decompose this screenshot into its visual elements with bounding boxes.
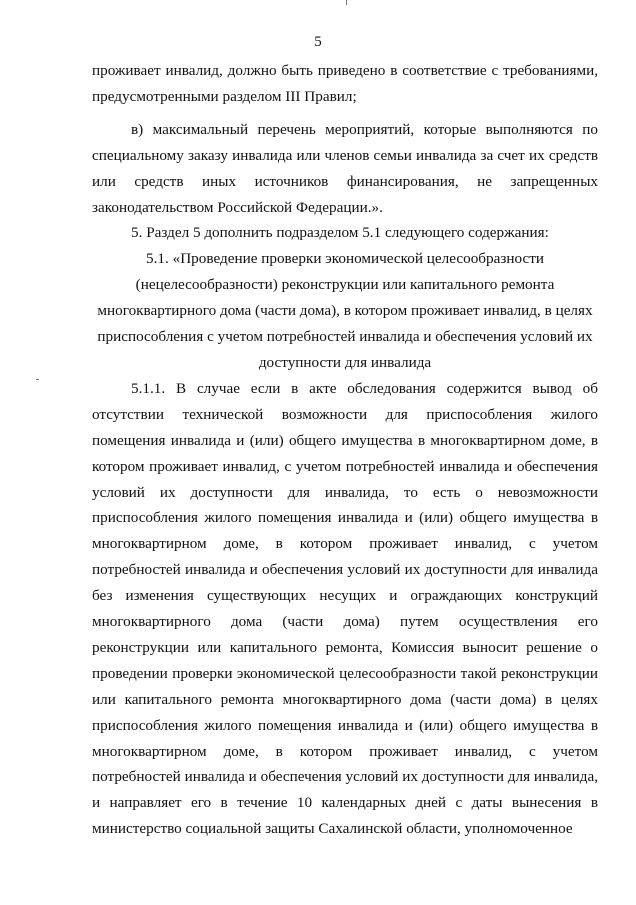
page-number: 5 xyxy=(314,34,322,50)
document-body xyxy=(92,58,598,842)
paragraph-item-v: в) максимальный перечень мероприятий, которые выполняются по специальному заказу инвалида или членов семьи инвалида за счет их средств или средств иных источников финансирования, не запрещенных законодательством Российской Федерации.». xyxy=(92,120,598,216)
paragraph-5-1-1: 5.1.1. В случае если в акте обследования содержится вывод об отсутствии технической возможности для приспособления жилого помещения инвалида и (или) общего имущества в многоквартирном доме, в котором проживает инвалид, с учетом потребностей инвалида и обеспечения условий их доступности для инвалида, то есть о невозможности приспособления жилого помещения инвалида и (или) общего имущества в многоквартирном доме, в котором проживает инвалид, с учетом потребностей инвалида и обеспечения условий их доступности для инвалида без изменения существующих несущих и ограждающих конструкций многоквартирного дома (части дома) путем осуществления его реконструкции или капитального ремонта, Комиссия выносит решение о проведении проверки экономической целесообразности такой реконструкции или капитального ремонта многоквартирного дома (части дома) в целях приспособления жилого помещения инвалида и (или) общего имущества в многоквартирном доме, в котором проживает инвалид, с учетом потребностей инвалида и обеспечения условий их доступности для инвалида, и направляет его в течение 10 календарных дней с даты вынесения в министерство социальной защиты Сахалинской области, уполномоченное xyxy=(92,379,598,838)
paragraph-section-5: 5. Раздел 5 дополнить подразделом 5.1 следующего содержания: xyxy=(131,224,549,242)
scan-mark-top xyxy=(346,0,347,5)
subsection-heading: 5.1. «Проведение проверки экономической целесообразности (нецелесообразности) реконструкции или капитального ремонта многоквартирного дома (части дома), в котором проживает инвалид, в целях приспособления с учетом потребностей инвалида и обеспечения условий их доступности для инвалида xyxy=(97,250,593,371)
paragraph-continuation: проживает инвалид, должно быть приведено в соответствие с требованиями, предусмотренными разделом III Правил; xyxy=(92,62,598,105)
scan-mark-left xyxy=(36,379,39,380)
